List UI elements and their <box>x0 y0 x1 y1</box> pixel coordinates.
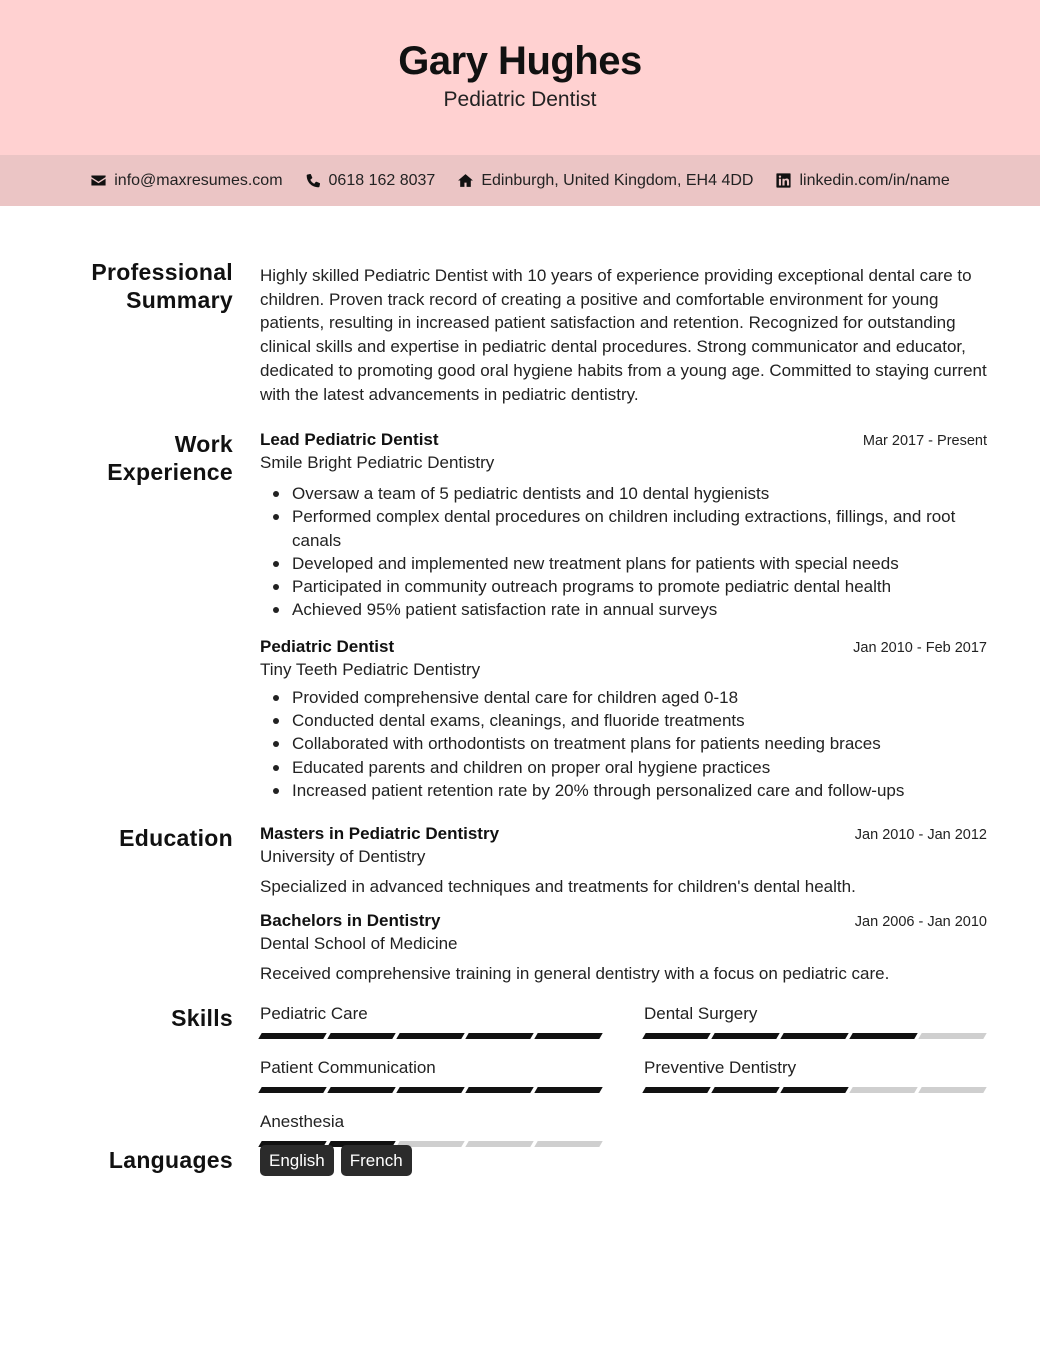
bullet-item: Collaborated with orthodontists on treatment plans for patients needing braces <box>260 732 987 755</box>
skill-segment-filled <box>642 1033 710 1039</box>
bullet-item: Conducted dental exams, cleanings, and fluoride treatments <box>260 709 987 732</box>
languages-heading: Languages <box>108 1147 233 1173</box>
work-entry <box>260 637 987 802</box>
school-name: Dental School of Medicine <box>260 934 458 953</box>
skills-heading: Skills <box>171 1005 233 1031</box>
resume-header <box>0 0 1040 155</box>
bullet-item: Performed complex dental procedures on children including extractions, fillings, and root canals <box>260 505 987 552</box>
job-title: Pediatric Dentist <box>260 636 395 656</box>
summary-heading-line-1: Professional <box>91 259 233 285</box>
skill-level-bar <box>644 1033 987 1039</box>
skill-segment-filled <box>258 1033 326 1039</box>
skill-level-bar <box>260 1033 603 1039</box>
linkedin-icon <box>775 172 792 189</box>
contact-email[interactable] <box>90 172 282 190</box>
summary-text: Highly skilled Pediatric Dentist with 10 years of experience providing exceptional dental care to children. Proven track record of creating a positive and comfortable environment for young patients, resulting in increased patient satisfaction and retention. Recognized for outstanding clinical skills and expertise in pediatric dental procedures. Strong communicator and educator, dedicated to promoting good oral hygiene habits from a young age. Committed to staying current with the latest advancements in pediatric dentistry. <box>260 266 987 404</box>
job-bullets <box>260 482 987 622</box>
bullet-item: Provided comprehensive dental care for children aged 0-18 <box>260 686 987 709</box>
skill-item <box>644 1058 987 1093</box>
skills-grid <box>260 1004 987 1147</box>
skill-segment-filled <box>327 1087 395 1093</box>
skill-segment-filled <box>327 1033 395 1039</box>
skill-name: Preventive Dentistry <box>644 1058 797 1077</box>
bullet-item: Educated parents and children on proper oral hygiene practices <box>260 756 987 779</box>
skill-segment-filled <box>534 1033 602 1039</box>
skill-segment-filled <box>396 1033 464 1039</box>
contact-phone[interactable] <box>305 172 436 190</box>
job-date: Jan 2010 - Feb 2017 <box>853 639 987 656</box>
skill-segment-filled <box>711 1033 779 1039</box>
envelope-icon <box>90 172 107 189</box>
skill-segment-filled <box>642 1087 710 1093</box>
contact-address <box>457 172 753 190</box>
skill-segment-filled <box>780 1033 848 1039</box>
skill-segment-filled <box>534 1087 602 1093</box>
work-entry <box>260 430 987 622</box>
degree-description: Specialized in advanced techniques and treatments for children's dental health. <box>260 877 856 896</box>
skill-segment-filled <box>396 1087 464 1093</box>
bullet-item: Achieved 95% patient satisfaction rate in annual surveys <box>260 598 987 621</box>
education-entry <box>260 911 987 984</box>
summary-heading <box>40 258 233 314</box>
home-icon <box>457 172 474 189</box>
candidate-name: Gary Hughes <box>398 39 642 83</box>
work-heading <box>40 430 233 486</box>
work-heading-line-1: Work <box>174 431 233 457</box>
employer: Smile Bright Pediatric Dentistry <box>260 453 495 472</box>
language-tag: French <box>341 1145 412 1176</box>
skill-item <box>260 1112 603 1147</box>
contact-linkedin[interactable] <box>775 172 949 190</box>
skill-segment-filled <box>780 1087 848 1093</box>
skill-segment-empty <box>918 1033 986 1039</box>
employer: Tiny Teeth Pediatric Dentistry <box>260 659 481 679</box>
degree-title: Masters in Pediatric Dentistry <box>260 824 500 843</box>
skill-segment-empty <box>918 1087 986 1093</box>
bullet-item: Participated in community outreach programs to promote pediatric dental health <box>260 575 987 598</box>
contact-bar <box>0 155 1040 206</box>
contact-email-text: info@maxresumes.com <box>114 171 283 189</box>
skill-name: Pediatric Care <box>260 1004 368 1023</box>
skill-segment-filled <box>258 1087 326 1093</box>
skill-item <box>260 1004 603 1039</box>
contact-phone-text: 0618 162 8037 <box>328 171 436 189</box>
degree-title: Bachelors in Dentistry <box>260 911 441 930</box>
bullet-item: Increased patient retention rate by 20% through personalized care and follow-ups <box>260 779 987 802</box>
degree-description: Received comprehensive training in general dentistry with a focus on pediatric care. <box>260 964 890 983</box>
phone-icon <box>305 172 322 189</box>
job-title: Lead Pediatric Dentist <box>260 430 439 449</box>
language-tag: English <box>260 1145 334 1176</box>
contact-linkedin-text: linkedin.com/in/name <box>799 171 950 189</box>
job-date: Mar 2017 - Present <box>862 433 987 449</box>
skill-level-bar <box>644 1087 987 1093</box>
skill-segment-filled <box>711 1087 779 1093</box>
bullet-item: Oversaw a team of 5 pediatric dentists and 10 dental hygienists <box>260 482 987 505</box>
skill-name: Anesthesia <box>260 1112 345 1131</box>
candidate-title: Pediatric Dentist <box>443 88 597 111</box>
work-heading-line-2: Experience <box>107 459 233 485</box>
bullet-item: Developed and implemented new treatment plans for patients with special needs <box>260 552 987 575</box>
school-name: University of Dentistry <box>260 847 426 866</box>
skill-segment-filled <box>465 1033 533 1039</box>
skill-item <box>644 1004 987 1039</box>
skill-name: Dental Surgery <box>644 1004 758 1023</box>
summary-heading-line-2: Summary <box>126 287 233 313</box>
skill-segment-filled <box>849 1033 917 1039</box>
job-bullets <box>260 686 987 802</box>
skill-level-bar <box>260 1087 603 1093</box>
education-heading: Education <box>119 825 233 851</box>
skill-segment-empty <box>849 1087 917 1093</box>
degree-date: Jan 2006 - Jan 2010 <box>854 914 987 930</box>
contact-address-text: Edinburgh, United Kingdom, EH4 4DD <box>481 171 754 189</box>
education-entry <box>260 824 987 897</box>
skill-segment-filled <box>465 1087 533 1093</box>
skill-item <box>260 1058 603 1093</box>
skill-name: Patient Communication <box>260 1058 436 1077</box>
degree-date: Jan 2010 - Jan 2012 <box>854 827 987 843</box>
language-tags <box>260 1145 987 1176</box>
